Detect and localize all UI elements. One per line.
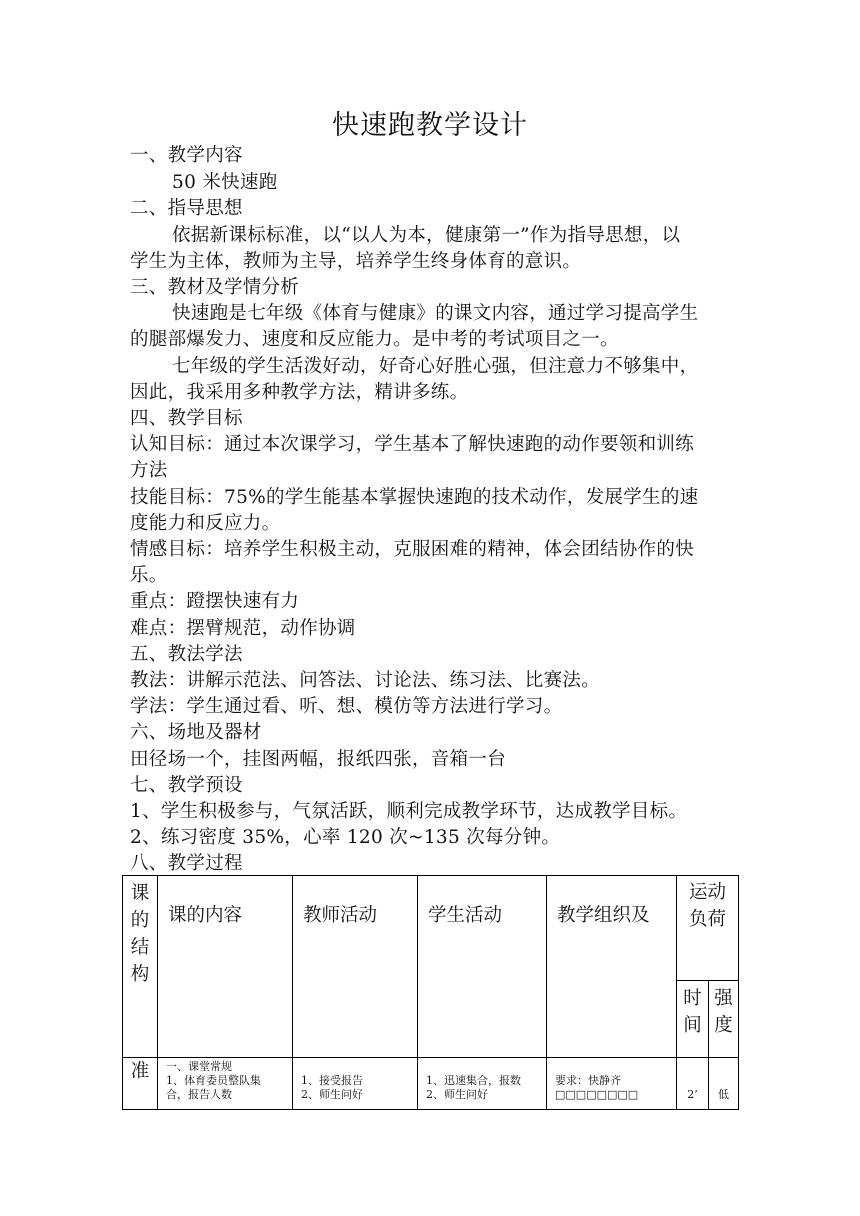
skill-objective: 技能目标：75%的学生能基本掌握快速跑的技术动作，发展学生的速 bbox=[130, 487, 699, 508]
affective-objective: 情感目标：培养学生积极主动，克服困难的精神，体会团结协作的快 bbox=[130, 539, 695, 560]
section-heading-process: 八、教学过程 bbox=[130, 853, 243, 874]
cell-line: 2、师生问好 bbox=[426, 1088, 488, 1101]
cell-student bbox=[418, 1058, 547, 1110]
learning-method: 学法：学生通过看、听、想、模仿等方法进行学习。 bbox=[130, 696, 563, 717]
cell-line: 一、课堂常规 bbox=[166, 1060, 232, 1073]
section-heading-presets: 七、教学预设 bbox=[130, 775, 243, 796]
teaching-method: 教法：讲解示范法、问答法、讨论法、练习法、比赛法。 bbox=[130, 670, 601, 691]
header-structure-char: 构 bbox=[130, 964, 150, 985]
cognitive-objective-cont: 方法 bbox=[130, 460, 168, 481]
paragraph-line: 快速跑是七年级《体育与健康》的课文内容，通过学习提高学生 bbox=[172, 303, 699, 324]
cell-organization bbox=[547, 1058, 677, 1110]
cell-line: 1、体育委员整队集 bbox=[166, 1074, 261, 1087]
header-student-activity: 学生活动 bbox=[418, 876, 547, 1058]
header-time-line: 时 bbox=[683, 988, 702, 1009]
header-intensity bbox=[709, 981, 739, 1058]
preset-item: 1、学生积极参与，气氛活跃，顺利完成教学环节，达成教学目标。 bbox=[130, 801, 688, 822]
section-heading-methods: 五、教法学法 bbox=[130, 644, 243, 665]
header-time-line: 间 bbox=[683, 1015, 702, 1036]
section-heading-analysis: 三、教材及学情分析 bbox=[130, 277, 300, 298]
header-load-line: 运动 bbox=[689, 882, 727, 903]
cell-line: 1、接受报告 bbox=[301, 1074, 363, 1087]
paragraph-line: 依据新课标标准，以“以人为本，健康第一”作为指导思想，以 bbox=[172, 225, 681, 246]
affective-objective-cont: 乐。 bbox=[130, 565, 168, 586]
cell-structure: 准 bbox=[123, 1058, 158, 1110]
cell-content bbox=[158, 1058, 293, 1110]
teaching-process-table bbox=[122, 875, 739, 1110]
cell-line: 合，报告人数 bbox=[166, 1088, 232, 1101]
cell-teacher bbox=[293, 1058, 418, 1110]
paragraph-line: 的腿部爆发力、速度和反应能力。是中考的考试项目之一。 bbox=[130, 329, 619, 350]
header-structure bbox=[123, 876, 158, 1058]
header-content: 课的内容 bbox=[158, 876, 293, 1058]
paragraph-line: 七年级的学生活泼好动，好奇心好胜心强，但注意力不够集中， bbox=[172, 356, 699, 377]
key-point: 重点：蹬摆快速有力 bbox=[130, 591, 300, 612]
cell-line: 1、迅速集合，报数 bbox=[426, 1074, 521, 1087]
header-intensity-line: 强 bbox=[714, 988, 733, 1009]
teaching-content: 50 米快速跑 bbox=[172, 172, 278, 193]
paragraph-line: 因此，我采用多种教学方法，精讲多练。 bbox=[130, 382, 469, 403]
section-heading-guiding: 二、指导思想 bbox=[130, 198, 243, 219]
document-title: 快速跑教学设计 bbox=[332, 110, 528, 141]
header-structure-char: 课 bbox=[130, 883, 150, 904]
cell-line: 2、师生问好 bbox=[301, 1088, 363, 1101]
section-heading-content: 一、教学内容 bbox=[130, 145, 243, 166]
header-structure-char: 结 bbox=[130, 937, 150, 958]
cognitive-objective: 认知目标：通过本次课学习，学生基本了解快速跑的动作要领和训练 bbox=[130, 434, 695, 455]
section-heading-venue: 六、场地及器材 bbox=[130, 722, 262, 743]
table-row bbox=[123, 1058, 739, 1110]
header-teacher-activity: 教师活动 bbox=[293, 876, 418, 1058]
header-organization: 教学组织及 bbox=[547, 876, 677, 1058]
header-load-line: 负荷 bbox=[689, 909, 727, 930]
difficult-point: 难点：摆臂规范，动作协调 bbox=[130, 618, 356, 639]
header-time bbox=[677, 981, 709, 1058]
venue-equipment: 田径场一个，挂图两幅，报纸四张，音箱一台 bbox=[130, 749, 507, 770]
cell-line: 要求：快静齐 bbox=[555, 1074, 621, 1087]
formation-diagram: □□□□□□□□ bbox=[555, 1088, 639, 1101]
cell-time: 2’ bbox=[677, 1058, 709, 1110]
header-structure-char: 的 bbox=[130, 910, 150, 931]
preset-item: 2、练习密度 35%，心率 120 次~135 次每分钟。 bbox=[130, 827, 561, 848]
header-intensity-line: 度 bbox=[714, 1015, 733, 1036]
paragraph-line: 学生为主体，教师为主导，培养学生终身体育的意识。 bbox=[130, 251, 582, 272]
header-exercise-load bbox=[677, 876, 739, 981]
section-heading-objectives: 四、教学目标 bbox=[130, 408, 243, 429]
skill-objective-cont: 度能力和反应力。 bbox=[130, 513, 281, 534]
cell-intensity: 低 bbox=[709, 1058, 739, 1110]
